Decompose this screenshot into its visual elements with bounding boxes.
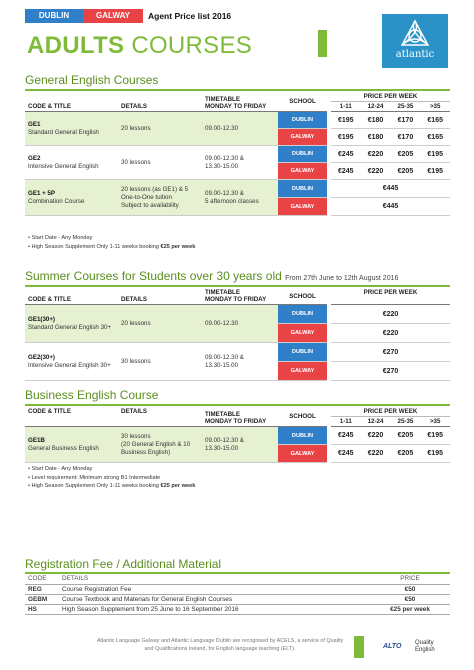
table-row bbox=[25, 180, 450, 198]
price-list-label: Agent Price list 2016 bbox=[148, 11, 232, 21]
price-cell: €445 bbox=[331, 180, 450, 198]
registration-header-row bbox=[25, 574, 450, 584]
business-table bbox=[25, 407, 450, 463]
col-code: CODE & TITLE bbox=[25, 407, 118, 427]
quality-english-logo bbox=[415, 640, 435, 654]
registration-table bbox=[25, 574, 450, 615]
footer-line: and Qualifications Ireland, for English language teaching (ELT). bbox=[144, 646, 296, 652]
side-tag-green bbox=[318, 30, 327, 57]
col-timetable bbox=[202, 288, 278, 305]
note-text: High Season Supplement Only 1-11 weeks booking bbox=[31, 243, 159, 250]
price-cell: €220 bbox=[361, 146, 391, 163]
table-row bbox=[25, 584, 450, 594]
time-cell bbox=[202, 180, 278, 216]
col-details: DETAILS bbox=[59, 574, 370, 584]
details-cell bbox=[118, 427, 202, 463]
price-cell: €220 bbox=[361, 163, 391, 180]
col-w2: 12-24 bbox=[361, 417, 391, 427]
price-cell: €205 bbox=[390, 427, 420, 445]
course-cell bbox=[25, 180, 118, 216]
course-cell bbox=[25, 146, 118, 180]
summer-title: Summer Courses for Students over 30 years old bbox=[25, 269, 282, 283]
col-w3: 25-35 bbox=[390, 102, 420, 112]
time-cell bbox=[202, 146, 278, 180]
price-cell: €245 bbox=[331, 146, 361, 163]
col-w2: 12-24 bbox=[361, 102, 391, 112]
col-school: SCHOOL bbox=[278, 288, 327, 305]
details-line: Business English) bbox=[121, 448, 171, 456]
course-title: Combination Course bbox=[28, 197, 85, 205]
price-cell: €170 bbox=[390, 129, 420, 146]
course-title: Intensive General English 30+ bbox=[28, 361, 111, 369]
col-w1: 1-11 bbox=[331, 417, 361, 427]
celtic-knot-icon bbox=[399, 19, 431, 49]
price-cell: €445 bbox=[331, 198, 450, 216]
course-code: GE1 bbox=[28, 120, 41, 128]
general-section-title: General English Courses bbox=[25, 73, 159, 87]
table-row bbox=[25, 305, 450, 324]
course-code: GE1(30+) bbox=[28, 315, 55, 323]
alto-logo: ALTO bbox=[383, 643, 402, 650]
col-timetable-1: TIMETABLE bbox=[205, 289, 240, 296]
school-galway: GALWAY bbox=[278, 163, 327, 180]
school-dublin: DUBLIN bbox=[278, 305, 327, 324]
time-line: 13.30-15.00 bbox=[205, 361, 239, 369]
col-details: DETAILS bbox=[118, 407, 202, 427]
course-title: Standard General English 30+ bbox=[28, 323, 112, 331]
table-row bbox=[25, 604, 450, 614]
course-code: GE1 + 5P bbox=[28, 189, 56, 197]
course-title: Intensive General English bbox=[28, 162, 99, 170]
details-line: One-to-One tuition bbox=[121, 193, 172, 201]
price-cell: €170 bbox=[390, 112, 420, 129]
summer-header-row bbox=[25, 288, 450, 305]
galway-tag: GALWAY bbox=[83, 9, 143, 23]
details-line: 30 lessons bbox=[121, 432, 151, 440]
details-line: Subject to availability bbox=[121, 201, 179, 209]
note-item: • Start Date - Any Monday bbox=[28, 235, 93, 241]
qe-line: Quality bbox=[415, 640, 434, 646]
reg-code: HS bbox=[25, 604, 59, 614]
course-cell bbox=[25, 305, 118, 343]
price-cell: €220 bbox=[331, 324, 450, 343]
atlantic-logo bbox=[382, 14, 448, 68]
col-w4: >35 bbox=[420, 417, 450, 427]
summer-section-title bbox=[25, 269, 398, 283]
note-text: High Season Supplement Only 1-11 weeks booking bbox=[31, 483, 159, 489]
page-title bbox=[27, 32, 252, 60]
col-timetable-1: TIMETABLE bbox=[205, 96, 240, 103]
details-cell: 20 lessons bbox=[118, 305, 202, 343]
time-line: 09.00-12.30 & bbox=[205, 189, 244, 197]
general-rule bbox=[25, 89, 450, 91]
col-code: CODE & TITLE bbox=[25, 288, 118, 305]
reg-price: €50 bbox=[370, 594, 450, 604]
details-line: 20 lessons (as GE1) & 5 bbox=[121, 185, 189, 193]
price-cell: €205 bbox=[390, 163, 420, 180]
col-w3: 25-35 bbox=[390, 417, 420, 427]
price-cell: €195 bbox=[420, 427, 450, 445]
details-cell: 20 lessons bbox=[118, 112, 202, 146]
summer-rule bbox=[25, 285, 450, 287]
note-item: • Start Date - Any Monday bbox=[28, 466, 93, 472]
course-title: General Business English bbox=[28, 444, 99, 452]
business-header-row bbox=[25, 407, 450, 417]
price-cell: €270 bbox=[331, 343, 450, 362]
time-line: 09.00-12.30 & bbox=[205, 154, 244, 162]
price-cell: €245 bbox=[331, 445, 361, 463]
price-cell: €165 bbox=[420, 129, 450, 146]
school-galway: GALWAY bbox=[278, 362, 327, 381]
col-w1: 1-11 bbox=[331, 102, 361, 112]
note-text: Level requirement: Minimum strong B1 Intermediate bbox=[31, 474, 161, 481]
summer-subtitle: From 27th June to 12th August 2016 bbox=[285, 275, 399, 282]
time-line: 13.30-15.00 bbox=[205, 162, 239, 170]
time-line: 13.30-15.00 bbox=[205, 444, 239, 452]
col-price: PRICE bbox=[370, 574, 450, 584]
table-row bbox=[25, 112, 450, 129]
reg-details: High Season Supplement from 25 June to 16 September 2016 bbox=[59, 604, 370, 614]
note-text: Start Date - Any Monday bbox=[31, 235, 93, 241]
qe-line: English bbox=[415, 647, 435, 653]
logo-word: atlantic bbox=[395, 49, 435, 60]
school-galway: GALWAY bbox=[278, 198, 327, 216]
price-cell: €245 bbox=[331, 163, 361, 180]
school-dublin: DUBLIN bbox=[278, 112, 327, 129]
note-item: • High Season Supplement Only 1-11 weeks booking €25 per week bbox=[28, 243, 196, 250]
course-title: Standard General English bbox=[28, 128, 99, 136]
time-line: 09.00-12.30 & bbox=[205, 436, 244, 444]
course-code: GE1B bbox=[28, 436, 45, 444]
col-timetable-2: MONDAY TO FRIDAY bbox=[205, 418, 267, 425]
price-cell: €195 bbox=[331, 129, 361, 146]
school-dublin: DUBLIN bbox=[278, 146, 327, 163]
reg-details: Course Textbook and Materials for General English Courses bbox=[59, 594, 370, 604]
table-row bbox=[25, 427, 450, 445]
time-line: 5 afternoon classes bbox=[205, 197, 259, 205]
business-rule bbox=[25, 404, 450, 406]
footer-text bbox=[95, 637, 345, 653]
col-w4: >35 bbox=[420, 102, 450, 112]
summer-table bbox=[25, 288, 450, 381]
price-cell: €205 bbox=[390, 445, 420, 463]
footer-line: Atlantic Language Galway and Atlantic Language Dublin are recognised by ACELS, a service of Quality bbox=[96, 638, 344, 644]
reg-code: GEBM bbox=[25, 594, 59, 604]
col-code: CODE & TITLE bbox=[25, 92, 118, 112]
note-text: Start Date - Any Monday bbox=[31, 466, 93, 472]
price-cell: €220 bbox=[361, 445, 391, 463]
details-line: (20 General English & 10 bbox=[121, 440, 191, 448]
details-cell: 30 lessons bbox=[118, 343, 202, 381]
col-code: CODE bbox=[25, 574, 59, 584]
price-cell: €195 bbox=[331, 112, 361, 129]
title-light: COURSES bbox=[131, 32, 253, 59]
school-galway: GALWAY bbox=[278, 445, 327, 463]
col-timetable bbox=[202, 407, 278, 427]
price-cell: €180 bbox=[361, 112, 391, 129]
price-cell: €195 bbox=[420, 146, 450, 163]
dublin-tag: DUBLIN bbox=[25, 9, 83, 23]
price-cell: €180 bbox=[361, 129, 391, 146]
price-cell: €165 bbox=[420, 112, 450, 129]
reg-code: REG bbox=[25, 584, 59, 594]
school-galway: GALWAY bbox=[278, 129, 327, 146]
course-cell bbox=[25, 427, 118, 463]
general-notes bbox=[28, 234, 195, 251]
note-item: • High Season Supplement Only 1-11 weeks booking €25 per week bbox=[28, 483, 196, 489]
col-school: SCHOOL bbox=[278, 407, 327, 427]
col-details: DETAILS bbox=[118, 92, 202, 112]
title-bold: ADULTS bbox=[27, 32, 125, 59]
price-cell: €245 bbox=[331, 427, 361, 445]
reg-details: Course Registration Fee bbox=[59, 584, 370, 594]
time-cell: 09.00-12.30 bbox=[202, 112, 278, 146]
school-dublin: DUBLIN bbox=[278, 180, 327, 198]
col-price: PRICE PER WEEK bbox=[331, 407, 450, 417]
business-section-title: Business English Course bbox=[25, 388, 159, 402]
time-cell: 09.00-12.30 bbox=[202, 305, 278, 343]
table-row bbox=[25, 594, 450, 604]
table-row bbox=[25, 146, 450, 163]
course-cell bbox=[25, 112, 118, 146]
col-timetable-1: TIMETABLE bbox=[205, 411, 240, 418]
col-details: DETAILS bbox=[118, 288, 202, 305]
col-timetable bbox=[202, 92, 278, 112]
details-cell bbox=[118, 180, 202, 216]
col-price: PRICE PER WEEK bbox=[331, 92, 450, 102]
course-code: GE2 bbox=[28, 154, 41, 162]
col-timetable-2: MONDAY TO FRIDAY bbox=[205, 296, 267, 303]
general-header-row bbox=[25, 92, 450, 102]
school-dublin: DUBLIN bbox=[278, 343, 327, 362]
acels-logo-icon bbox=[354, 636, 364, 658]
reg-price: €50 bbox=[370, 584, 450, 594]
details-cell: 30 lessons bbox=[118, 146, 202, 180]
time-cell bbox=[202, 427, 278, 463]
note-item: • Level requirement: Minimum strong B1 Intermediate bbox=[28, 474, 161, 481]
reg-price: €25 per week bbox=[370, 604, 450, 614]
note-price: €25 per week bbox=[160, 243, 196, 250]
col-price: PRICE PER WEEK bbox=[331, 288, 450, 305]
school-galway: GALWAY bbox=[278, 324, 327, 343]
course-code: GE2(30+) bbox=[28, 353, 55, 361]
business-notes bbox=[28, 465, 195, 491]
course-cell bbox=[25, 343, 118, 381]
price-cell: €195 bbox=[420, 445, 450, 463]
time-cell bbox=[202, 343, 278, 381]
price-cell: €220 bbox=[361, 427, 391, 445]
note-price: €25 per week bbox=[160, 483, 196, 489]
table-row bbox=[25, 343, 450, 362]
col-school: SCHOOL bbox=[278, 92, 327, 112]
price-cell: €270 bbox=[331, 362, 450, 381]
general-table bbox=[25, 92, 450, 216]
school-dublin: DUBLIN bbox=[278, 427, 327, 445]
time-line: 09.00-12.30 & bbox=[205, 353, 244, 361]
price-cell: €205 bbox=[390, 146, 420, 163]
price-cell: €195 bbox=[420, 163, 450, 180]
registration-section-title: Registration Fee / Additional Material bbox=[25, 557, 222, 571]
price-cell: €220 bbox=[331, 305, 450, 324]
col-timetable-2: MONDAY TO FRIDAY bbox=[205, 103, 267, 110]
